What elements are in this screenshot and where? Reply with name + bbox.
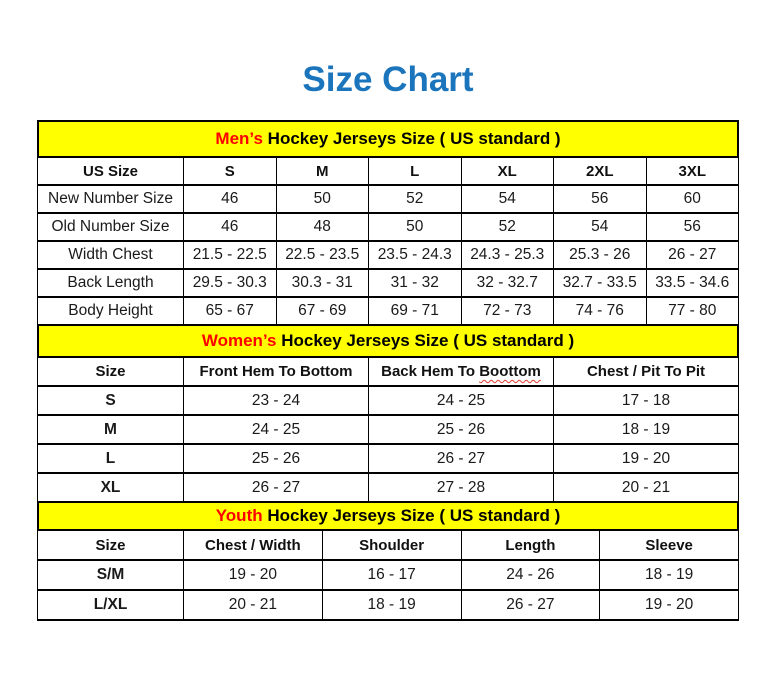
cell: 20 - 21 (184, 590, 323, 620)
mens-section-banner (37, 120, 739, 158)
table-row (38, 473, 739, 502)
column-header: XL (461, 157, 554, 185)
column-header: Length (461, 530, 600, 560)
womens-banner-highlight: Women’s (201, 331, 277, 350)
table-row (38, 297, 739, 325)
column-header: Chest / Pit To Pit (554, 357, 739, 386)
cell: 54 (461, 185, 554, 213)
cell: 18 - 19 (600, 560, 739, 590)
cell: 27 - 28 (369, 473, 554, 502)
youth-banner-text: Hockey Jerseys Size ( US standard ) (262, 506, 561, 525)
cell: 65 - 67 (184, 297, 277, 325)
cell: 46 (184, 185, 277, 213)
misspelled-word: Boottom (479, 363, 541, 380)
youth-header-row (38, 530, 739, 560)
row-label: Old Number Size (38, 213, 184, 241)
cell: 50 (276, 185, 369, 213)
column-header: Shoulder (322, 530, 461, 560)
cell: 32 - 32.7 (461, 269, 554, 297)
column-header: S (184, 157, 277, 185)
table-row (38, 185, 739, 213)
table-row (38, 269, 739, 297)
row-label: New Number Size (38, 185, 184, 213)
cell: 19 - 20 (184, 560, 323, 590)
cell: 22.5 - 23.5 (276, 241, 369, 269)
cell: 54 (554, 213, 647, 241)
womens-section-banner (37, 324, 739, 358)
cell: 21.5 - 22.5 (184, 241, 277, 269)
row-label: Body Height (38, 297, 184, 325)
cell: 56 (646, 213, 739, 241)
cell: 19 - 20 (554, 444, 739, 473)
table-row (38, 241, 739, 269)
cell: 25 - 26 (369, 415, 554, 444)
mens-size-table (37, 156, 739, 326)
table-row (38, 213, 739, 241)
cell: 60 (646, 185, 739, 213)
row-label: Width Chest (38, 241, 184, 269)
row-label: S (38, 386, 184, 415)
womens-size-table (37, 356, 739, 503)
column-header: Sleeve (600, 530, 739, 560)
cell: 52 (369, 185, 462, 213)
cell: 20 - 21 (554, 473, 739, 502)
row-label: XL (38, 473, 184, 502)
table-row (38, 444, 739, 473)
cell: 25.3 - 26 (554, 241, 647, 269)
mens-header-row (38, 157, 739, 185)
cell: 17 - 18 (554, 386, 739, 415)
cell: 23 - 24 (184, 386, 369, 415)
column-header: US Size (38, 157, 184, 185)
cell: 69 - 71 (369, 297, 462, 325)
table-row (38, 415, 739, 444)
cell: 25 - 26 (184, 444, 369, 473)
table-row (38, 590, 739, 620)
cell: 18 - 19 (322, 590, 461, 620)
womens-header-row (38, 357, 739, 386)
mens-banner-highlight: Men’s (215, 129, 263, 148)
cell: 52 (461, 213, 554, 241)
cell: 30.3 - 31 (276, 269, 369, 297)
column-header-text: Back Hem To (381, 363, 480, 380)
mens-banner-text: Hockey Jerseys Size ( US standard ) (262, 129, 561, 148)
cell: 77 - 80 (646, 297, 739, 325)
cell: 19 - 20 (600, 590, 739, 620)
table-row (38, 386, 739, 415)
size-chart-tables (37, 120, 739, 621)
youth-size-table (37, 529, 739, 621)
cell: 74 - 76 (554, 297, 647, 325)
cell: 32.7 - 33.5 (554, 269, 647, 297)
cell: 24 - 26 (461, 560, 600, 590)
column-header: 3XL (646, 157, 739, 185)
cell: 18 - 19 (554, 415, 739, 444)
cell: 24.3 - 25.3 (461, 241, 554, 269)
column-header: Front Hem To Bottom (184, 357, 369, 386)
row-label: L/XL (38, 590, 184, 620)
column-header: 2XL (554, 157, 647, 185)
table-row (38, 560, 739, 590)
cell: 26 - 27 (461, 590, 600, 620)
youth-banner-highlight: Youth (215, 506, 263, 525)
cell: 33.5 - 34.6 (646, 269, 739, 297)
cell: 50 (369, 213, 462, 241)
youth-section-banner (37, 501, 739, 531)
cell: 46 (184, 213, 277, 241)
column-header: M (276, 157, 369, 185)
row-label: S/M (38, 560, 184, 590)
cell: 72 - 73 (461, 297, 554, 325)
row-label: L (38, 444, 184, 473)
cell: 24 - 25 (184, 415, 369, 444)
column-header: L (369, 157, 462, 185)
column-header (369, 357, 554, 386)
column-header: Chest / Width (184, 530, 323, 560)
row-label: Back Length (38, 269, 184, 297)
cell: 26 - 27 (369, 444, 554, 473)
cell: 67 - 69 (276, 297, 369, 325)
cell: 24 - 25 (369, 386, 554, 415)
row-label: M (38, 415, 184, 444)
column-header: Size (38, 357, 184, 386)
page-title: Size Chart (302, 60, 474, 99)
cell: 31 - 32 (369, 269, 462, 297)
cell: 48 (276, 213, 369, 241)
womens-banner-text: Hockey Jerseys Size ( US standard ) (276, 331, 575, 350)
cell: 23.5 - 24.3 (369, 241, 462, 269)
cell: 29.5 - 30.3 (184, 269, 277, 297)
cell: 26 - 27 (646, 241, 739, 269)
column-header: Size (38, 530, 184, 560)
cell: 56 (554, 185, 647, 213)
cell: 26 - 27 (184, 473, 369, 502)
cell: 16 - 17 (322, 560, 461, 590)
